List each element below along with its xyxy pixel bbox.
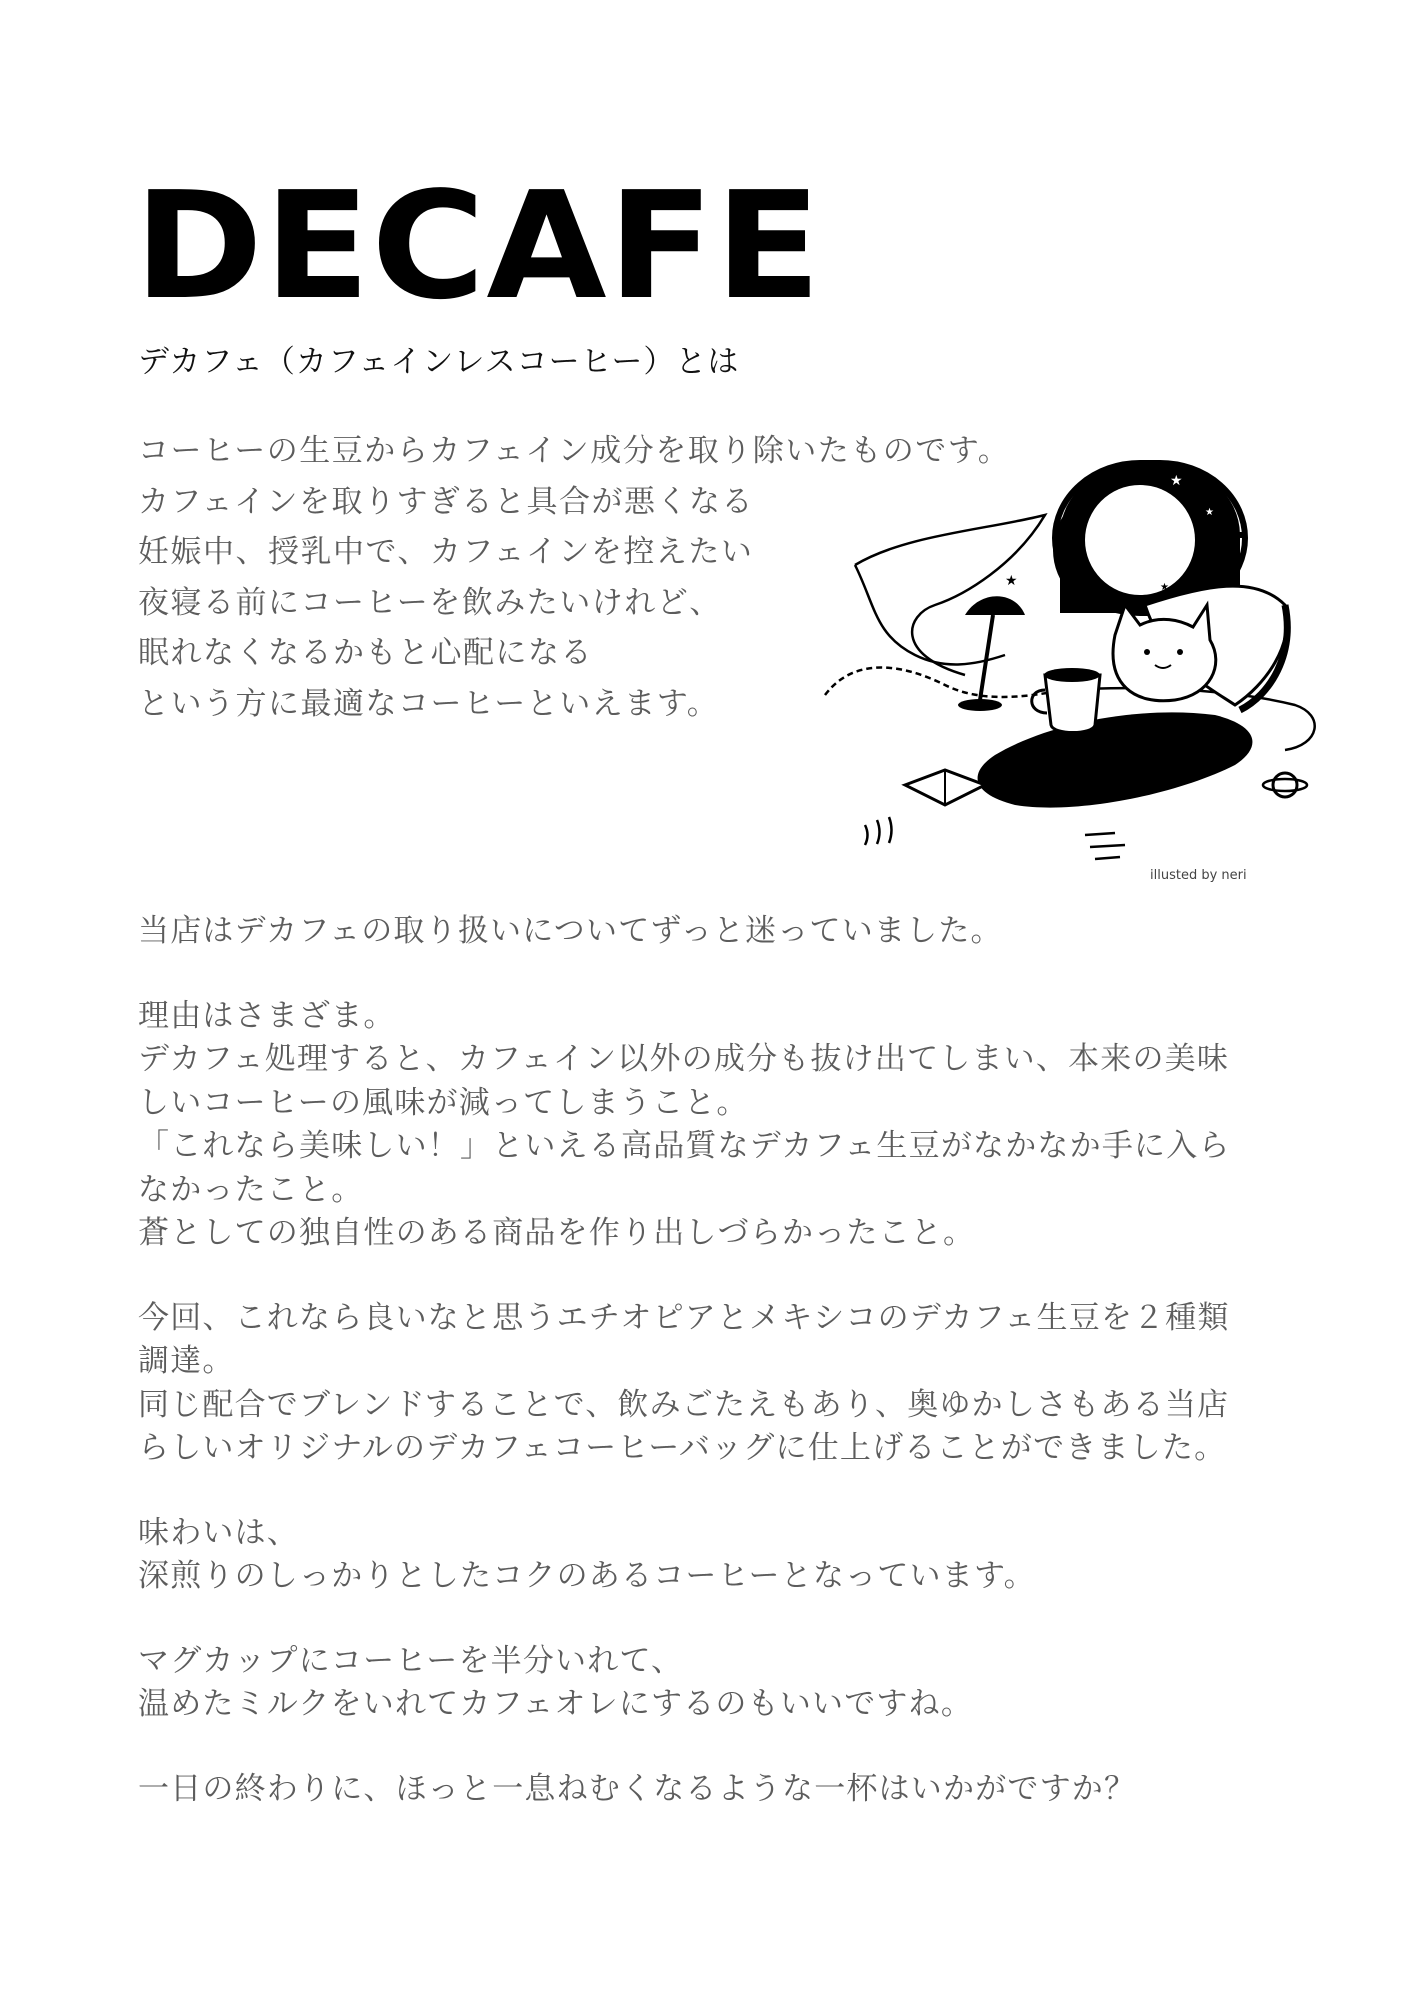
- ribbon: [855, 515, 1045, 675]
- cat-icon: [1113, 605, 1216, 701]
- body-line: なかったこと。: [138, 1171, 364, 1208]
- star-icon: ★: [1075, 515, 1088, 531]
- planet-icon: [1273, 773, 1297, 797]
- intro-line: コーヒーの生豆からカフェイン成分を取り除いたものです。: [138, 433, 1011, 469]
- body-line: らしいオリジナルのデカフェコーヒーバッグに仕上げることができました。: [138, 1430, 1227, 1466]
- body-line: 当店はデカフェの取り扱いについてずっと迷っていました。: [138, 913, 1003, 949]
- illustration-credit: illusted by neri: [1150, 868, 1247, 883]
- body-line: 味わいは、: [138, 1514, 299, 1551]
- intro-line: 眠れなくなるかもと心配になる: [138, 635, 593, 671]
- body-line: デカフェ処理すると、カフェイン以外の成分も抜け出てしまい、本来の美味: [138, 1041, 1230, 1077]
- coffee-mug-icon: [1045, 675, 1100, 733]
- body-line: 同じ配合でブレンドすることで、飲みごたえもあり、奥ゆかしさもある当店: [138, 1386, 1230, 1423]
- page-title: DECAFE: [134, 160, 823, 332]
- intro-line: 夜寝る前にコーヒーを飲みたいけれど、: [138, 584, 722, 621]
- body-line: 一日の終わりに、ほっと一息ねむくなるような一杯はいかがですか？: [138, 1770, 1137, 1807]
- desk-lamp-icon: [965, 596, 1025, 615]
- star-icon: ★: [1160, 582, 1169, 593]
- body-line: 今回、これなら良いなと思うエチオピアとメキシコのデカフェ生豆を２種類: [138, 1299, 1230, 1336]
- cat-coffee-moon-illustration: [815, 455, 1335, 865]
- body-line: 蒼としての独自性のある商品を作り出しづらかったこと。: [138, 1215, 976, 1251]
- body-line: 「これなら美味しい！」といえる高品質なデカフェ生豆がなかなか手に入ら: [138, 1128, 1231, 1164]
- intro-line: という方に最適なコーヒーといえます。: [138, 685, 720, 722]
- subtitle: デカフェ（カフェインレスコーヒー）とは: [138, 344, 740, 380]
- star-icon: ★: [1170, 473, 1183, 489]
- body-line: 深煎りのしっかりとしたコクのあるコーヒーとなっています。: [138, 1558, 1036, 1594]
- intro-line: カフェインを取りすぎると具合が悪くなる: [138, 483, 754, 520]
- intro-line: 妊娠中、授乳中で、カフェインを控えたい: [138, 534, 754, 570]
- body-line: 調達。: [138, 1343, 235, 1379]
- body-line: しいコーヒーの風味が減ってしまうこと。: [138, 1084, 749, 1121]
- body-line: マグカップにコーヒーを半分いれて、: [138, 1642, 684, 1679]
- star-icon: ★: [1005, 573, 1018, 589]
- body-line: 温めたミルクをいれてカフェオレにするのもいいですね。: [138, 1686, 974, 1722]
- blanket: [978, 712, 1253, 807]
- body-text: [138, 910, 1231, 1811]
- star-icon: ★: [1205, 507, 1214, 518]
- body-line: 理由はさまざま。: [138, 997, 396, 1034]
